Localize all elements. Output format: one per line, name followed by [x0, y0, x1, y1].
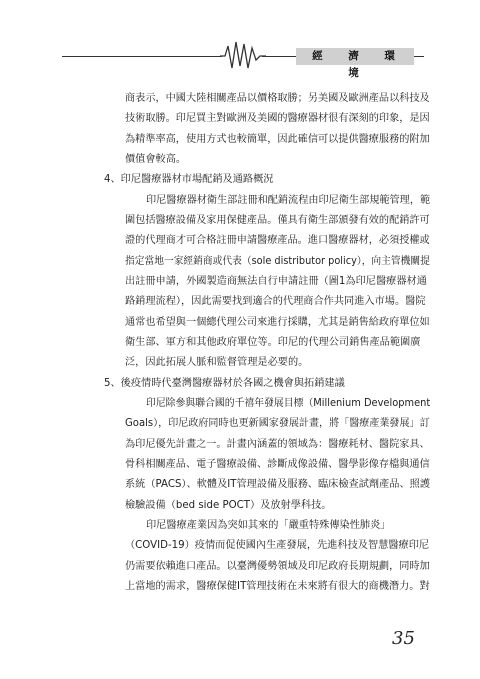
text-line: 為精準率高，使用方式也較簡單，因此確信可以提供醫療服務的附加 — [125, 134, 430, 145]
text-line: 印尼醫療器材衛生部註冊和配銷流程由印尼衛生部規範管理，範 — [146, 195, 431, 206]
text-line: 印尼醫療產業因為突如其來的「嚴重特殊傳染性肺炎」 — [146, 520, 391, 531]
header-title: 經 濟 環 境 — [312, 50, 406, 79]
section-heading: 4、印尼醫療器材市場配銷及通路概況 — [104, 174, 274, 185]
text-line: 出註冊申請，外國製造商無法自行申請註冊（圖1為印尼醫療器材通 — [125, 276, 427, 287]
header-rule-left — [62, 56, 222, 57]
text-line: 為印尼優先計畫之一。計畫內涵蓋的領域為：醫療耗材、醫院家具、 — [125, 439, 430, 450]
text-line: 通常也希望與一個總代理公司來進行採購，尤其是銷售給政府單位如 — [125, 317, 430, 328]
text-line: 骨科相關產品、電子醫療設備、診斷成像設備、醫學影像存檔與通信 — [125, 459, 430, 470]
text-line: 技術取勝。印尼買主對歐洲及美國的醫療器材很有深刻的印象，是因 — [125, 113, 430, 124]
section-heading: 5、後疫情時代臺灣醫療器材於各國之機會與拓銷建議 — [104, 378, 345, 389]
text-line: 泛，因此拓展人脈和監督管理是必要的。 — [125, 357, 309, 368]
text-line: 指定當地一家經銷商或代表（sole distributor policy），向主管機關提 — [125, 256, 430, 267]
text-line: 上當地的需求，醫療保健IT管理技術在未來將有很大的商機潛力。對 — [125, 581, 430, 592]
heartbeat-wave-icon — [220, 38, 266, 72]
text-line: 仍需要依賴進口產品。以臺灣優勢領域及印尼政府長期規劃，同時加 — [125, 561, 430, 572]
text-line: 圍包括醫療設備及家用保健產品。僅具有衛生部頒發有效的配銷許可 — [125, 215, 430, 226]
text-line: 商表示，中國大陸相關產品以價格取勝；另美國及歐洲產品以科技及 — [125, 93, 430, 104]
text-line: 檢驗設備（bed side POCT）及放射學科技。 — [125, 500, 332, 511]
text-line: 系統（PACS）、軟體及IT管理設備及服務、臨床檢查試劑產品、照護 — [125, 479, 431, 490]
text-line: （COVID-19）疫情而促使國內生產發展，先進科技及智慧醫療印尼 — [125, 540, 430, 551]
text-line: 衛生部、軍方和其他政府單位等。印尼的代理公司銷售產品範圍廣 — [125, 337, 421, 348]
text-line: 印尼除參與聯合國的千禧年發展目標（Millenium Development — [146, 398, 431, 409]
text-line: 路銷理流程），因此需要找到適合的代理商合作共同進入市場。醫院 — [125, 296, 426, 307]
text-line: 證的代理商才可合格註冊申請醫療產品。進口醫療器材，必須授權或 — [125, 235, 430, 246]
text-line: 價值會較高。 — [125, 154, 187, 165]
text-line: Goals），印尼政府同時也更新國家發展計畫，將「醫療產業發展」訂 — [125, 418, 430, 429]
page-number: 35 — [392, 628, 415, 649]
header-title-box — [296, 48, 414, 79]
